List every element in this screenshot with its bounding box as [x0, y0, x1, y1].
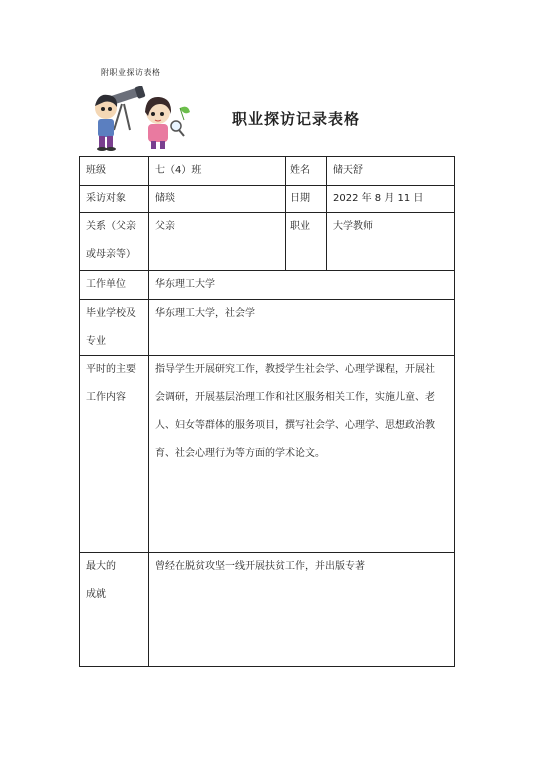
employer-label: 工作单位 — [86, 279, 126, 290]
achievement-label-line2: 成就 — [86, 589, 106, 600]
relation-label-line2: 或母亲等） — [86, 249, 136, 260]
magnifier-icon — [171, 121, 184, 136]
achievement-label-line1: 最大的 — [86, 561, 116, 572]
table-line — [79, 156, 455, 157]
appendix-label: 附职业探访表格 — [101, 68, 161, 77]
school-label-line1: 毕业学校及 — [86, 308, 136, 319]
school-value: 华东理工大学，社会学 — [155, 308, 255, 319]
girl-figure — [145, 97, 171, 149]
name-value: 储天舒 — [333, 165, 363, 176]
work-label-line1: 平时的主要 — [86, 364, 136, 375]
page-title: 职业探访记录表格 — [232, 110, 361, 128]
class-value: 七（4）班 — [155, 165, 202, 176]
table-line — [454, 156, 455, 667]
work-line: 育、社会心理行为等方面的学术论文。 — [155, 448, 325, 459]
table-line — [79, 270, 455, 271]
date-value: 2022 年 8 月 11 日 — [333, 193, 424, 204]
table-line — [326, 156, 327, 271]
job-value: 大学教师 — [333, 221, 373, 232]
relation-value: 父亲 — [155, 221, 175, 232]
table-line — [148, 156, 149, 667]
boy-figure — [95, 95, 117, 151]
date-label: 日期 — [290, 193, 310, 204]
job-label: 职业 — [290, 221, 310, 232]
achievement-value: 曾经在脱贫攻坚一线开展扶贫工作，并出版专著 — [155, 561, 365, 572]
table-line — [79, 156, 80, 667]
class-label: 班级 — [86, 165, 106, 176]
work-line: 人、妇女等群体的服务项目，撰写社会学、心理学、思想政治教 — [155, 420, 435, 431]
school-label-line2: 专业 — [86, 336, 106, 347]
leaf-icon — [180, 107, 190, 120]
interviewee-label: 采访对象 — [86, 193, 126, 204]
relation-label-line1: 关系（父亲 — [86, 221, 136, 232]
name-label: 姓名 — [290, 165, 310, 176]
cartoon-telescope-illustration — [84, 86, 192, 152]
table-line — [79, 666, 455, 667]
employer-value: 华东理工大学 — [155, 279, 215, 290]
work-label-line2: 工作内容 — [86, 392, 126, 403]
table-line — [285, 156, 286, 271]
work-line: 会调研，开展基层治理工作和社区服务相关工作，实施儿童、老 — [155, 392, 435, 403]
work-line: 指导学生开展研究工作，教授学生社会学、心理学课程，开展社 — [155, 364, 435, 375]
interviewee-value: 储琰 — [155, 193, 175, 204]
